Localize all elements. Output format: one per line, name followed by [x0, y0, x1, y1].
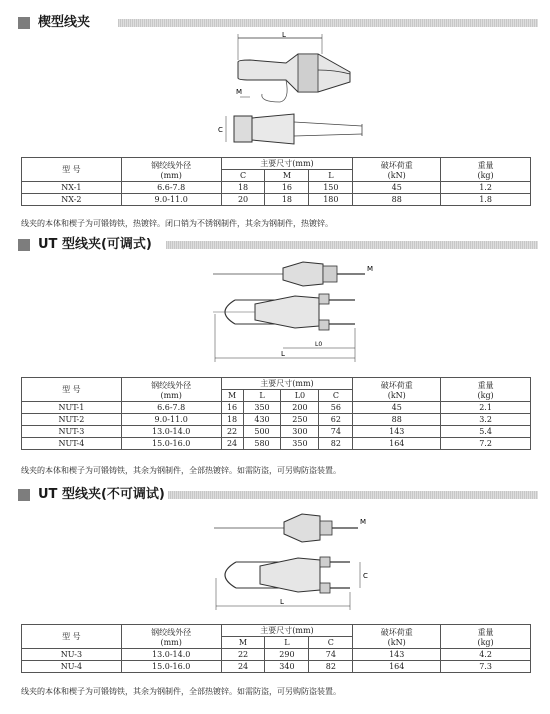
- cell-dim: 300: [281, 426, 319, 438]
- subheader-l: L: [265, 637, 309, 649]
- subheader-l0: L0: [281, 390, 319, 402]
- cell-dim: 430: [243, 414, 281, 426]
- cell-dim: 350: [281, 438, 319, 450]
- cell-weight: 2.1: [441, 402, 531, 414]
- header-model: 型 号: [22, 625, 122, 649]
- cell-weight: 7.3: [441, 661, 531, 673]
- cell-model: NUT-3: [22, 426, 122, 438]
- subheader-l: L: [309, 170, 353, 182]
- table-row: [22, 426, 531, 438]
- cell-dim: 24: [221, 438, 243, 450]
- nut-icon: [319, 320, 329, 330]
- cell-dim: 82: [309, 661, 353, 673]
- header-weight: [441, 158, 531, 182]
- cell-weight: 5.4: [441, 426, 531, 438]
- nut-icon: [320, 557, 330, 567]
- cell-model: NUT-2: [22, 414, 122, 426]
- section-title: UT 型线夹(不可调试): [38, 486, 171, 504]
- header-breaking-load-unit: (kN): [387, 637, 406, 647]
- header-breaking-load-label: 破坏荷重: [380, 160, 413, 170]
- cell-dim: 18: [221, 182, 265, 194]
- subheader-m: M: [221, 637, 265, 649]
- dim-label-m: M: [367, 265, 374, 273]
- dim-label-m: M: [236, 88, 243, 96]
- header-breaking-load-unit: (kN): [387, 390, 406, 400]
- cell-dim: 16: [265, 182, 309, 194]
- section-title: 楔型线夹: [38, 14, 96, 32]
- section-marker-icon: [18, 17, 30, 29]
- header-weight-label: 重量: [477, 380, 494, 390]
- wedge-clamp-spec-table: [21, 157, 531, 206]
- header-main-dimensions: 主要尺寸(mm): [221, 158, 353, 170]
- cell-diameter: 9.0-11.0: [121, 194, 221, 206]
- cell-dim: 20: [221, 194, 265, 206]
- cell-load: 143: [353, 649, 441, 661]
- cell-load: 45: [353, 402, 441, 414]
- section-title: UT 型线夹(可调式): [38, 236, 158, 254]
- header-strand-diameter-unit: (mm): [160, 637, 182, 647]
- dim-label-l: L: [281, 350, 285, 358]
- ut-adjustable-spec-table: [21, 377, 531, 450]
- table-row: [22, 661, 531, 673]
- clamp-body-icon: [238, 54, 350, 92]
- wedge-icon: [298, 54, 318, 92]
- clamp-side-body-icon: [252, 114, 294, 144]
- clamp-side-head-icon: [234, 116, 252, 142]
- header-strand-diameter: [121, 158, 221, 182]
- header-weight: [441, 378, 531, 402]
- header-model: 型 号: [22, 158, 122, 182]
- cell-dim: 62: [319, 414, 353, 426]
- section-header-ut-fixed: [18, 486, 538, 504]
- dim-label-c: C: [363, 572, 368, 580]
- table-row: [22, 649, 531, 661]
- dim-label-c: C: [218, 126, 223, 134]
- nut-icon: [323, 266, 337, 282]
- cell-diameter: 15.0-16.0: [121, 438, 221, 450]
- header-strand-diameter-unit: (mm): [160, 170, 182, 180]
- section-divider-bar: [166, 241, 538, 249]
- header-main-dimensions: 主要尺寸(mm): [221, 378, 353, 390]
- header-breaking-load: [353, 158, 441, 182]
- subheader-c: C: [309, 637, 353, 649]
- section-divider-bar: [168, 491, 538, 499]
- header-strand-diameter-label: 钢绞线外径: [151, 380, 192, 390]
- header-weight-unit: (kg): [477, 390, 494, 400]
- cell-dim: 74: [319, 426, 353, 438]
- table-row: [22, 402, 531, 414]
- header-strand-diameter-unit: (mm): [160, 390, 182, 400]
- wedge-clamp-drawing: [190, 30, 380, 155]
- subheader-c: C: [221, 170, 265, 182]
- cell-diameter: 15.0-16.0: [121, 661, 221, 673]
- strand-loop-icon: [262, 80, 287, 102]
- clamp-body-icon: [260, 558, 320, 592]
- ut-fixed-clamp-drawing: [198, 506, 388, 620]
- header-main-dimensions: 主要尺寸(mm): [221, 625, 353, 637]
- dim-label-m: M: [360, 518, 367, 526]
- clamp-body-icon: [284, 514, 320, 542]
- header-strand-diameter: [121, 625, 221, 649]
- cell-load: 164: [353, 438, 441, 450]
- table-row: [22, 194, 531, 206]
- cell-load: 164: [353, 661, 441, 673]
- cell-diameter: 6.6-7.8: [121, 402, 221, 414]
- nut-icon: [319, 294, 329, 304]
- clamp-body-icon: [255, 296, 319, 328]
- header-strand-diameter-label: 钢绞线外径: [151, 160, 192, 170]
- table-row: [22, 438, 531, 450]
- cell-load: 45: [353, 182, 441, 194]
- section-header-ut-adjustable: [18, 236, 538, 254]
- cell-weight: 3.2: [441, 414, 531, 426]
- cell-diameter: 13.0-14.0: [121, 649, 221, 661]
- cell-model: NU-4: [22, 661, 122, 673]
- cell-weight: 1.8: [441, 194, 531, 206]
- section-divider-bar: [118, 19, 538, 27]
- cell-dim: 18: [265, 194, 309, 206]
- cell-dim: 82: [319, 438, 353, 450]
- cell-dim: 56: [319, 402, 353, 414]
- header-model: 型 号: [22, 378, 122, 402]
- dim-label-l0: L0: [315, 341, 323, 348]
- cell-dim: 500: [243, 426, 281, 438]
- clamp-body-icon: [283, 262, 323, 286]
- table-row: [22, 182, 531, 194]
- cell-dim: 250: [281, 414, 319, 426]
- cell-dim: 74: [309, 649, 353, 661]
- dim-label-l: L: [280, 598, 284, 606]
- cell-dim: 24: [221, 661, 265, 673]
- cell-load: 143: [353, 426, 441, 438]
- strand-side-icon: [294, 122, 362, 136]
- cell-dim: 200: [281, 402, 319, 414]
- subheader-m: M: [221, 390, 243, 402]
- ut-fixed-note: 线夹的本体和楔子为可锻铸铁，其余为钢制件，全部热镀锌。如需防盗，可另购防盗装置。: [21, 687, 341, 696]
- dim-label-l: L: [282, 31, 286, 39]
- header-breaking-load-unit: (kN): [387, 170, 406, 180]
- subheader-m: M: [265, 170, 309, 182]
- cell-dim: 340: [265, 661, 309, 673]
- header-strand-diameter: [121, 378, 221, 402]
- header-weight-unit: (kg): [477, 170, 494, 180]
- cell-dim: 180: [309, 194, 353, 206]
- header-weight: [441, 625, 531, 649]
- cell-dim: 350: [243, 402, 281, 414]
- cell-load: 88: [353, 414, 441, 426]
- cell-dim: 16: [221, 402, 243, 414]
- cell-diameter: 9.0-11.0: [121, 414, 221, 426]
- cell-dim: 22: [221, 426, 243, 438]
- header-weight-label: 重量: [477, 160, 494, 170]
- ut-adjustable-clamp-drawing: [195, 254, 385, 374]
- u-bolt-bend-icon: [225, 562, 236, 588]
- ut-adjustable-note: 线夹的本体和楔子为可锻铸铁，其余为钢制件，全部热镀锌。如需防盗，可另购防盗装置。: [21, 466, 341, 475]
- cell-dim: 290: [265, 649, 309, 661]
- header-breaking-load-label: 破坏荷重: [380, 627, 413, 637]
- subheader-l: L: [243, 390, 281, 402]
- header-weight-label: 重量: [477, 627, 494, 637]
- cell-diameter: 13.0-14.0: [121, 426, 221, 438]
- header-strand-diameter-label: 钢绞线外径: [151, 627, 192, 637]
- cell-load: 88: [353, 194, 441, 206]
- cell-dim: 18: [221, 414, 243, 426]
- cell-weight: 1.2: [441, 182, 531, 194]
- header-weight-unit: (kg): [477, 637, 494, 647]
- cell-model: NU-3: [22, 649, 122, 661]
- cell-model: NX-1: [22, 182, 122, 194]
- section-marker-icon: [18, 239, 30, 251]
- header-breaking-load-label: 破坏荷重: [380, 380, 413, 390]
- header-breaking-load: [353, 378, 441, 402]
- cell-dim: 22: [221, 649, 265, 661]
- wedge-clamp-note: 线夹的本体和楔子为可锻铸铁，热镀锌。闭口销为不锈钢制件，其余为钢制件，热镀锌。: [21, 219, 333, 228]
- header-breaking-load: [353, 625, 441, 649]
- cell-weight: 4.2: [441, 649, 531, 661]
- ut-fixed-spec-table: [21, 624, 531, 673]
- cell-model: NUT-1: [22, 402, 122, 414]
- nut-icon: [320, 583, 330, 593]
- table-row: [22, 414, 531, 426]
- cell-weight: 7.2: [441, 438, 531, 450]
- cell-diameter: 6.6-7.8: [121, 182, 221, 194]
- section-marker-icon: [18, 489, 30, 501]
- cell-model: NUT-4: [22, 438, 122, 450]
- nut-icon: [320, 521, 332, 535]
- cell-model: NX-2: [22, 194, 122, 206]
- cell-dim: 150: [309, 182, 353, 194]
- subheader-c: C: [319, 390, 353, 402]
- cell-dim: 580: [243, 438, 281, 450]
